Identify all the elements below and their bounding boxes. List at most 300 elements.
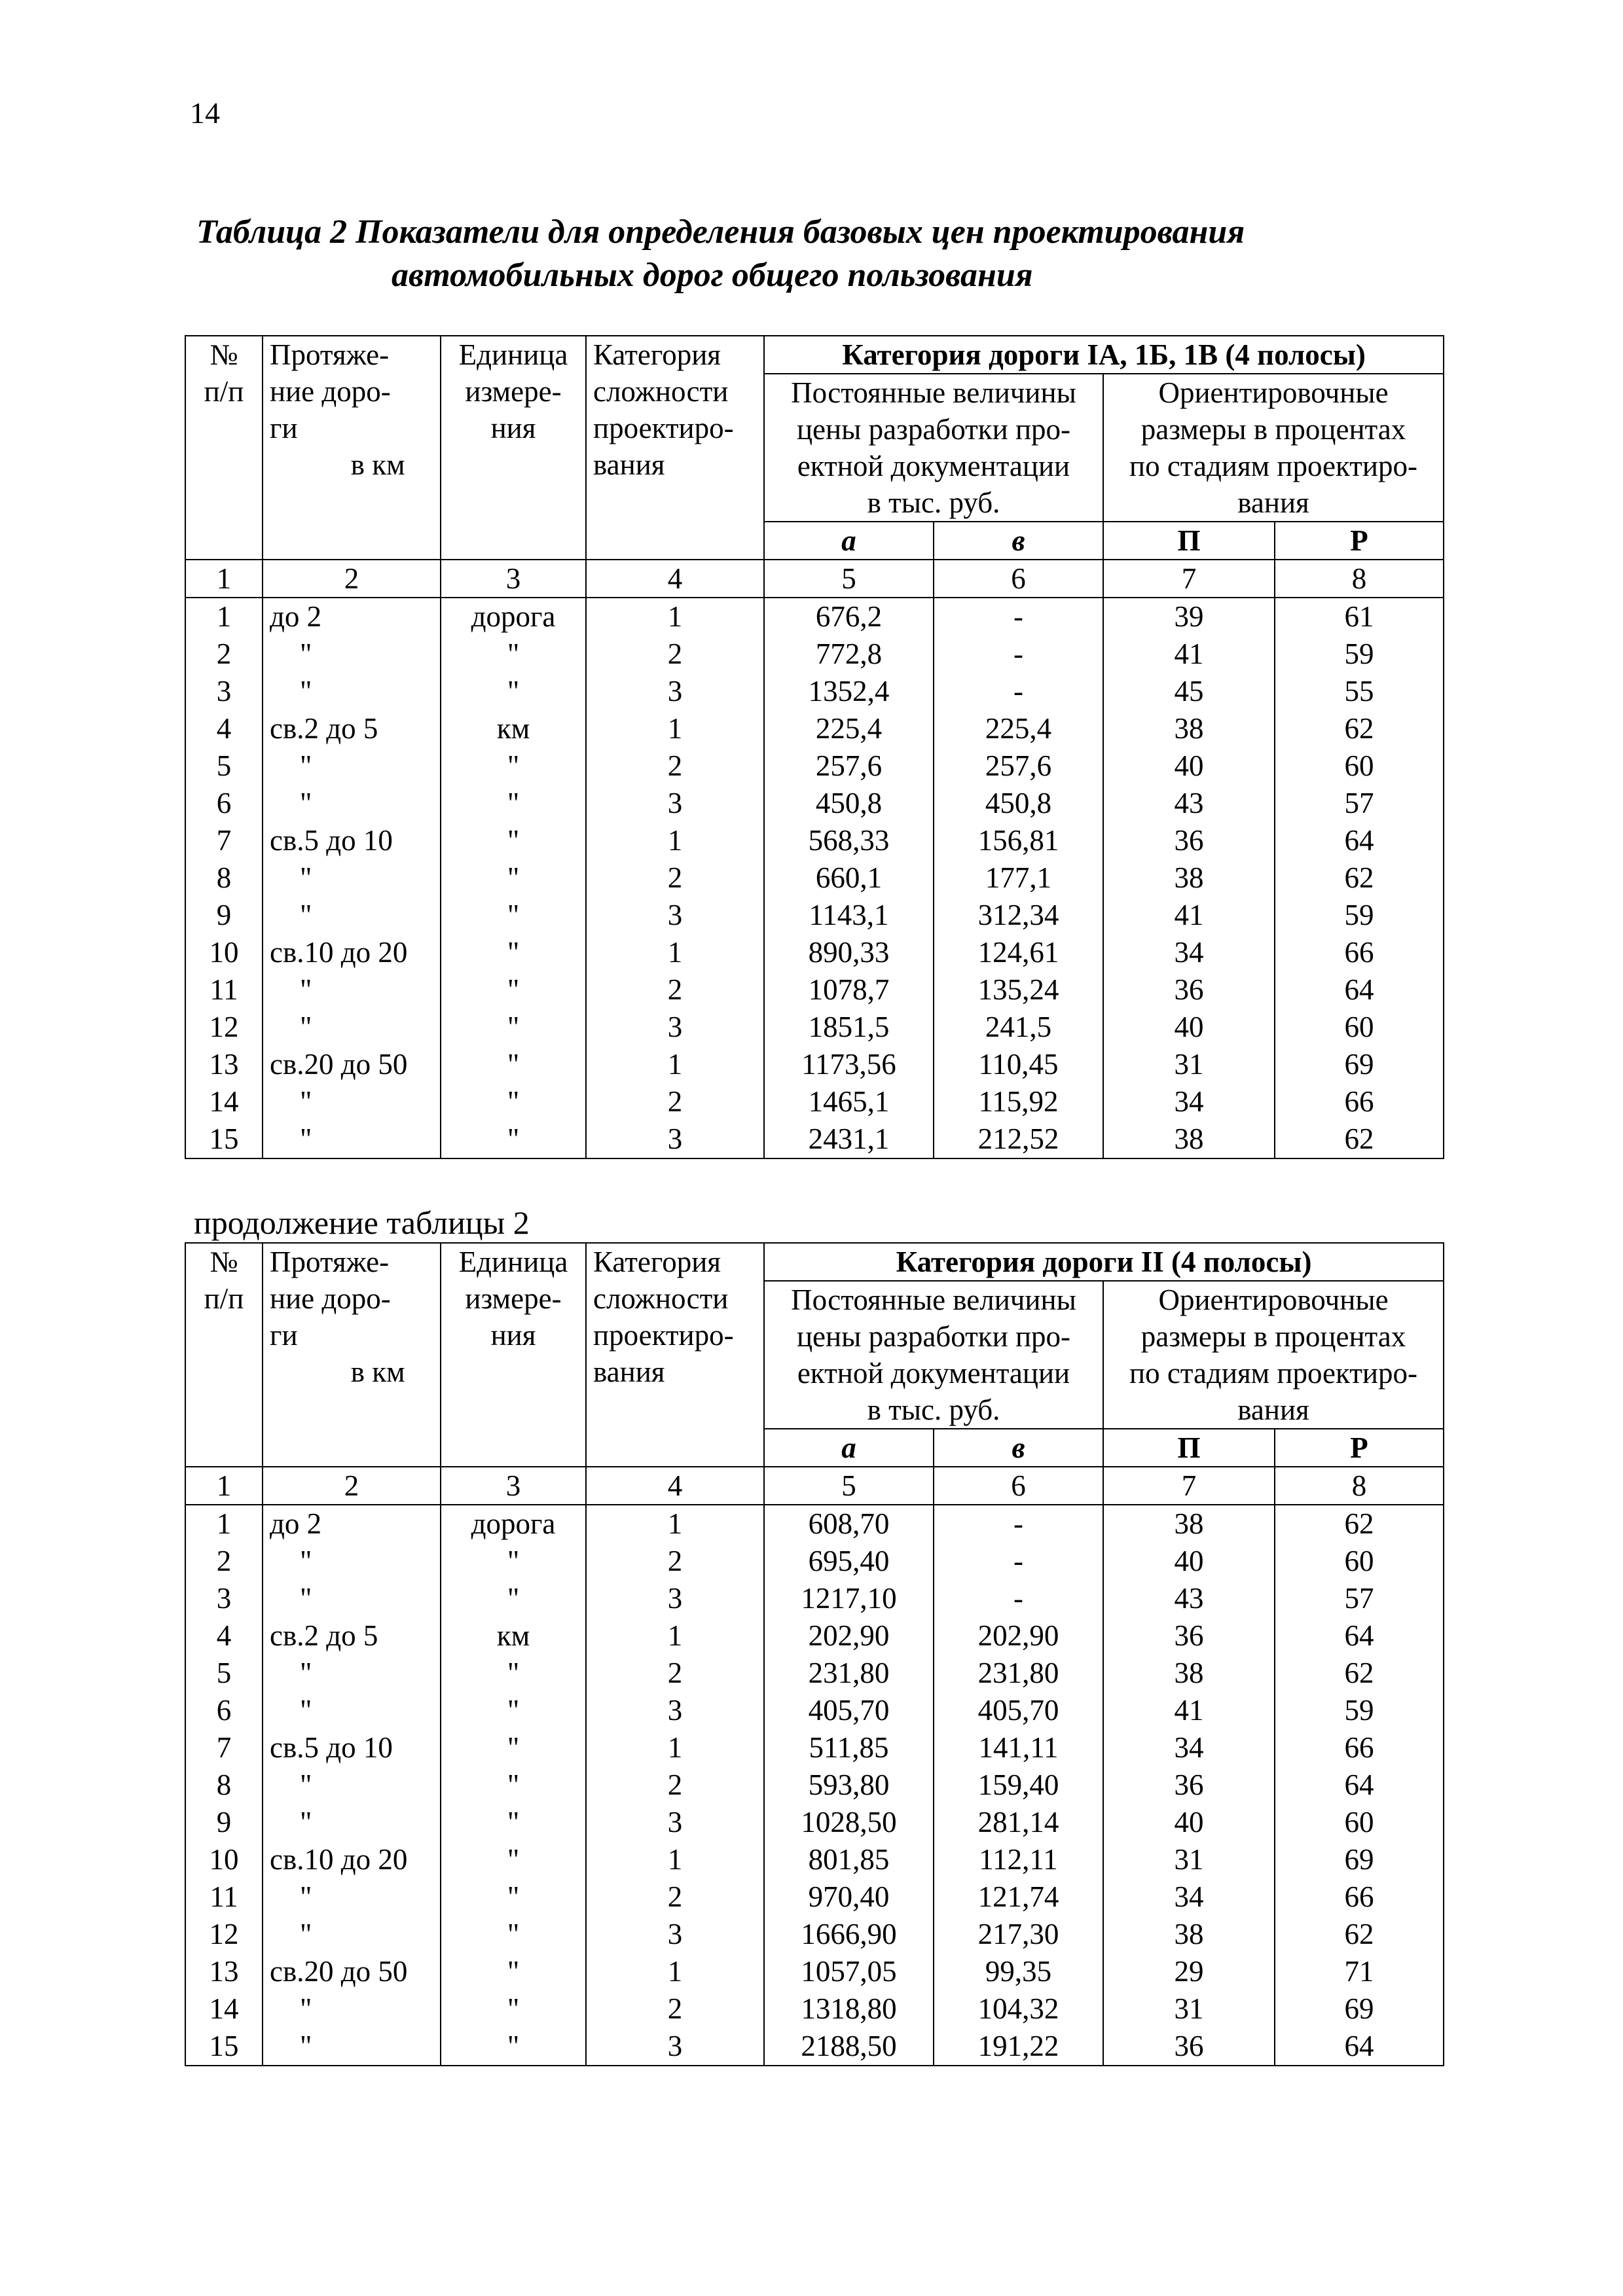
unit-cell: " (507, 1122, 520, 1155)
percent-r-cell: 62 (1344, 1657, 1374, 1689)
complexity-cell: 3 (667, 1122, 683, 1155)
table-category-1 (185, 335, 1444, 1159)
percent-r-cell: 62 (1344, 1918, 1374, 1950)
row-number-cell: 11 (210, 1880, 238, 1913)
unit-cell: " (507, 1806, 520, 1839)
percent-r-column (1275, 598, 1444, 1158)
percent-p-cell: 41 (1174, 637, 1204, 670)
complexity-cell: 1 (667, 1955, 683, 1988)
percent-r-cell: 64 (1344, 1768, 1374, 1801)
length-range-cell: " (300, 787, 312, 819)
value-a-cell: 1352,4 (808, 675, 890, 708)
percent-r-cell: 60 (1344, 749, 1374, 782)
unit-cell: " (507, 749, 520, 782)
column-number: 8 (1275, 1467, 1444, 1505)
value-v-column (934, 1505, 1103, 2066)
percent-r-cell: 60 (1344, 1011, 1374, 1043)
value-v-cell: 124,61 (977, 936, 1059, 969)
complexity-cell: 2 (667, 973, 683, 1006)
column-number-row (185, 1467, 1444, 1505)
column-number: 1 (185, 1467, 263, 1505)
unit-cell: " (507, 1880, 520, 1913)
percent-p-column (1103, 1505, 1275, 2066)
complexity-cell: 2 (667, 1545, 683, 1577)
length-range-cell: св.5 до 10 (270, 1731, 393, 1764)
unit-cell: " (507, 2030, 520, 2062)
complexity-cell: 3 (667, 1582, 683, 1615)
value-v-cell: 281,14 (977, 1806, 1059, 1839)
complexity-cell: 2 (667, 1880, 683, 1913)
row-number-cell: 1 (216, 1507, 232, 1540)
length-range-cell: " (300, 1085, 312, 1118)
table-title-line-2: автомобильных дорог общего пользования (392, 257, 1033, 294)
value-v-cell: 110,45 (978, 1048, 1059, 1081)
unit-cell: " (507, 1768, 520, 1801)
row-number-cell: 13 (209, 1955, 239, 1988)
unit-cell: " (507, 1545, 520, 1577)
percent-p-cell: 34 (1174, 1731, 1204, 1764)
subheader-p: П (1103, 1429, 1275, 1467)
row-number-cell: 13 (209, 1048, 239, 1081)
row-number-cell: 2 (216, 1545, 232, 1577)
complexity-cell: 1 (667, 712, 683, 745)
complexity-cell: 1 (667, 1843, 683, 1876)
table-row-block (185, 1505, 1444, 2066)
column-number: 3 (441, 1467, 586, 1505)
percent-p-cell: 36 (1174, 2030, 1204, 2062)
table-title-line-1: Таблица 2 Показатели для определения базовых цен проектирования (196, 213, 1245, 251)
unit-cell: " (507, 936, 520, 969)
header-length: Протяже- ние доро- ги в км (263, 336, 441, 560)
complexity-cell: 2 (667, 861, 683, 894)
percent-r-cell: 60 (1344, 1806, 1374, 1839)
percent-p-cell: 36 (1174, 1619, 1204, 1652)
table-row-block (185, 598, 1444, 1158)
complexity-cell: 1 (667, 824, 683, 857)
percent-r-cell: 69 (1344, 1048, 1374, 1081)
value-v-cell: - (1013, 600, 1023, 633)
value-a-cell: 511,85 (809, 1731, 889, 1764)
length-range-cell: " (300, 1768, 312, 1801)
value-v-cell: - (1013, 675, 1023, 708)
row-number-cell: 9 (216, 1806, 232, 1839)
length-range-cell: " (300, 1011, 312, 1043)
header-num: № п/п (185, 336, 263, 560)
value-v-cell: 312,34 (977, 899, 1059, 931)
value-v-cell: 156,81 (977, 824, 1059, 857)
row-number-cell: 7 (216, 1731, 232, 1764)
percent-r-cell: 69 (1344, 1992, 1374, 2025)
column-number: 4 (586, 1467, 764, 1505)
length-range-cell: " (300, 1880, 312, 1913)
unit-cell: " (507, 973, 520, 1006)
unit-cell: " (507, 1048, 520, 1081)
value-a-cell: 1851,5 (808, 1011, 890, 1043)
row-number-cell: 12 (209, 1918, 239, 1950)
length-range-cell: св.20 до 50 (270, 1955, 408, 1988)
complexity-cell: 1 (667, 1731, 683, 1764)
length-range-cell: " (300, 899, 312, 931)
row-number-cell: 15 (209, 2030, 239, 2062)
length-range-cell: " (300, 1992, 312, 2025)
length-range-column (263, 598, 441, 1158)
percent-r-cell: 57 (1344, 787, 1374, 819)
percent-p-cell: 43 (1174, 787, 1204, 819)
unit-cell: " (507, 1731, 520, 1764)
value-a-cell: 695,40 (808, 1545, 890, 1577)
length-range-cell: св.10 до 20 (270, 1843, 408, 1876)
percent-p-cell: 38 (1174, 1122, 1204, 1155)
value-a-cell: 1028,50 (801, 1806, 897, 1839)
unit-cell: " (507, 1843, 520, 1876)
value-v-cell: - (1013, 637, 1023, 670)
row-number-cell: 6 (216, 787, 232, 819)
value-v-cell: 241,5 (985, 1011, 1052, 1043)
column-number: 8 (1275, 560, 1444, 598)
row-number-cell: 15 (209, 1122, 239, 1155)
percent-r-cell: 64 (1344, 824, 1374, 857)
percent-p-cell: 34 (1174, 936, 1204, 969)
length-range-cell: до 2 (270, 600, 322, 633)
value-v-cell: 121,74 (977, 1880, 1059, 1913)
percent-r-cell: 61 (1344, 600, 1374, 633)
percent-r-cell: 64 (1344, 1619, 1374, 1652)
length-range-cell: до 2 (270, 1507, 322, 1540)
percent-p-cell: 45 (1174, 675, 1204, 708)
row-number-cell: 5 (216, 749, 232, 782)
header-constants: Постоянные величины цены разработки про- ектной документации в тыс. руб. (764, 1281, 1103, 1429)
length-range-cell: " (300, 1657, 312, 1689)
complexity-cell: 2 (667, 1768, 683, 1801)
length-range-cell: св.2 до 5 (270, 1619, 378, 1652)
value-v-cell: - (1013, 1545, 1023, 1577)
percent-r-cell: 55 (1344, 675, 1374, 708)
percent-p-cell: 40 (1174, 1545, 1204, 1577)
unit-cell: " (507, 1955, 520, 1988)
complexity-cell: 2 (667, 637, 683, 670)
unit-cell: " (507, 1657, 520, 1689)
table-title (196, 211, 1453, 297)
percent-p-cell: 31 (1174, 1992, 1204, 2025)
value-v-cell: 212,52 (977, 1122, 1059, 1155)
column-number: 2 (263, 560, 441, 598)
category-header: Категория дороги II (4 полосы) (764, 1243, 1444, 1281)
complexity-cell: 1 (667, 1048, 683, 1081)
column-number: 5 (764, 560, 934, 598)
length-range-cell: " (300, 1918, 312, 1950)
value-v-cell: 104,32 (977, 1992, 1059, 2025)
value-v-cell: 159,40 (977, 1768, 1059, 1801)
length-range-cell: " (300, 861, 312, 894)
subheader-p: П (1103, 522, 1275, 560)
length-range-cell: св.20 до 50 (270, 1048, 408, 1081)
value-v-cell: 225,4 (985, 712, 1052, 745)
percent-p-cell: 34 (1174, 1880, 1204, 1913)
complexity-cell: 1 (667, 1619, 683, 1652)
complexity-cell: 3 (667, 1918, 683, 1950)
percent-p-cell: 36 (1174, 1768, 1204, 1801)
complexity-cell: 2 (667, 1657, 683, 1689)
percent-p-cell: 40 (1174, 1011, 1204, 1043)
complexity-column (586, 598, 764, 1158)
column-number: 4 (586, 560, 764, 598)
value-a-cell: 676,2 (815, 600, 883, 633)
value-a-cell: 1666,90 (801, 1918, 897, 1950)
percent-p-cell: 41 (1174, 899, 1204, 931)
unit-cell: " (507, 824, 520, 857)
row-number-cell: 6 (216, 1694, 232, 1727)
row-number-cell: 3 (216, 1582, 232, 1615)
header-complexity: Категория сложности проектиро- вания (586, 336, 764, 560)
length-range-cell: св.2 до 5 (270, 712, 378, 745)
value-a-cell: 1318,80 (801, 1992, 897, 2025)
complexity-cell: 3 (667, 787, 683, 819)
percent-p-cell: 43 (1174, 1582, 1204, 1615)
percent-p-cell: 40 (1174, 749, 1204, 782)
value-a-cell: 1173,56 (801, 1048, 896, 1081)
percent-r-cell: 69 (1344, 1843, 1374, 1876)
column-number-row (185, 560, 1444, 598)
value-v-cell: 405,70 (977, 1694, 1059, 1727)
value-v-cell: - (1013, 1582, 1023, 1615)
percent-r-cell: 59 (1344, 1694, 1374, 1727)
complexity-cell: 1 (667, 936, 683, 969)
complexity-cell: 3 (667, 1806, 683, 1839)
header-unit: Единица измере- ния (441, 1243, 586, 1467)
length-range-cell: " (300, 1694, 312, 1727)
value-a-column (764, 1505, 934, 2066)
header-percents: Ориентировочные размеры в процентах по стадиям проектиро- вания (1103, 374, 1444, 522)
length-range-cell: " (300, 973, 312, 1006)
table-body (185, 1505, 1444, 2066)
percent-r-cell: 60 (1344, 1545, 1374, 1577)
value-a-cell: 405,70 (808, 1694, 890, 1727)
column-number: 6 (934, 560, 1103, 598)
percent-r-cell: 71 (1344, 1955, 1374, 1988)
value-a-cell: 1057,05 (801, 1955, 897, 1988)
length-range-cell: " (300, 1545, 312, 1577)
value-v-cell: 99,35 (985, 1955, 1052, 1988)
value-v-cell: 112,11 (979, 1843, 1058, 1876)
column-number: 5 (764, 1467, 934, 1505)
complexity-cell: 2 (667, 749, 683, 782)
page-number: 14 (190, 96, 220, 130)
table-category-2 (185, 1242, 1444, 2066)
subheader-a: а (764, 522, 934, 560)
percent-p-cell: 38 (1174, 1657, 1204, 1689)
unit-cell: дорога (471, 1507, 556, 1540)
percent-r-cell: 66 (1344, 1085, 1374, 1118)
category-header: Категория дороги IА, 1Б, 1В (4 полосы) (764, 336, 1444, 374)
complexity-cell: 3 (667, 2030, 683, 2062)
row-number-cell: 14 (209, 1085, 239, 1118)
value-a-cell: 1465,1 (808, 1085, 890, 1118)
header-percents: Ориентировочные размеры в процентах по стадиям проектиро- вания (1103, 1281, 1444, 1429)
unit-cell: км (496, 712, 530, 745)
percent-p-cell: 29 (1174, 1955, 1204, 1988)
percent-r-cell: 59 (1344, 899, 1374, 931)
value-a-cell: 225,4 (815, 712, 883, 745)
subheader-v: в (934, 522, 1103, 560)
row-number-cell: 11 (210, 973, 238, 1006)
subheader-a: а (764, 1429, 934, 1467)
unit-cell: " (507, 1992, 520, 2025)
unit-cell: " (507, 861, 520, 894)
row-number-cell: 10 (209, 936, 239, 969)
header-num: № п/п (185, 1243, 263, 1467)
percent-r-cell: 64 (1344, 973, 1374, 1006)
unit-cell: " (507, 1582, 520, 1615)
percent-p-cell: 31 (1174, 1048, 1204, 1081)
value-a-cell: 202,90 (808, 1619, 890, 1652)
percent-r-cell: 64 (1344, 2030, 1374, 2062)
value-a-cell: 660,1 (815, 861, 883, 894)
length-range-cell: св.10 до 20 (270, 936, 408, 969)
column-number: 7 (1103, 560, 1275, 598)
complexity-column (586, 1505, 764, 2066)
complexity-cell: 3 (667, 1011, 683, 1043)
percent-p-cell: 31 (1174, 1843, 1204, 1876)
percent-p-cell: 40 (1174, 1806, 1204, 1839)
value-a-cell: 593,80 (808, 1768, 890, 1801)
value-a-cell: 450,8 (815, 787, 883, 819)
percent-p-column (1103, 598, 1275, 1158)
column-number: 2 (263, 1467, 441, 1505)
percent-r-cell: 62 (1344, 861, 1374, 894)
length-range-cell: " (300, 1122, 312, 1155)
percent-p-cell: 38 (1174, 1918, 1204, 1950)
percent-r-column (1275, 1505, 1444, 2066)
row-number-cell: 7 (216, 824, 232, 857)
value-v-cell: 257,6 (985, 749, 1052, 782)
percent-p-cell: 41 (1174, 1694, 1204, 1727)
row-number-cell: 4 (216, 712, 232, 745)
header-complexity: Категория сложности проектиро- вания (586, 1243, 764, 1467)
percent-r-cell: 66 (1344, 1880, 1374, 1913)
complexity-cell: 3 (667, 1694, 683, 1727)
subheader-v: в (934, 1429, 1103, 1467)
unit-cell: " (507, 787, 520, 819)
value-v-cell: 202,90 (977, 1619, 1059, 1652)
value-a-cell: 608,70 (808, 1507, 890, 1540)
percent-p-cell: 34 (1174, 1085, 1204, 1118)
row-number-cell: 14 (209, 1992, 239, 2025)
value-a-cell: 1078,7 (808, 973, 890, 1006)
row-number-cell: 10 (209, 1843, 239, 1876)
header-length: Протяже- ние доро- ги в км (263, 1243, 441, 1467)
value-a-cell: 2431,1 (808, 1122, 890, 1155)
complexity-cell: 1 (667, 600, 683, 633)
unit-cell: км (496, 1619, 530, 1652)
table-body (185, 598, 1444, 1158)
length-range-cell: св.5 до 10 (270, 824, 393, 857)
percent-p-cell: 36 (1174, 973, 1204, 1006)
value-a-cell: 970,40 (808, 1880, 890, 1913)
percent-p-cell: 38 (1174, 712, 1204, 745)
complexity-cell: 1 (667, 1507, 683, 1540)
unit-column (441, 1505, 586, 2066)
row-number-column (185, 1505, 263, 2066)
row-number-cell: 8 (216, 1768, 232, 1801)
value-v-cell: 231,80 (977, 1657, 1059, 1689)
unit-cell: дорога (471, 600, 556, 633)
percent-p-cell: 38 (1174, 1507, 1204, 1540)
percent-p-cell: 36 (1174, 824, 1204, 857)
value-v-cell: 135,24 (977, 973, 1059, 1006)
value-a-cell: 801,85 (808, 1843, 890, 1876)
value-a-cell: 1217,10 (801, 1582, 897, 1615)
column-number: 6 (934, 1467, 1103, 1505)
row-number-cell: 12 (209, 1011, 239, 1043)
percent-r-cell: 66 (1344, 1731, 1374, 1764)
row-number-cell: 5 (216, 1657, 232, 1689)
length-range-cell: " (300, 1582, 312, 1615)
row-number-cell: 4 (216, 1619, 232, 1652)
length-range-column (263, 1505, 441, 2066)
column-number: 3 (441, 560, 586, 598)
row-number-cell: 2 (216, 637, 232, 670)
value-v-cell: 191,22 (977, 2030, 1059, 2062)
complexity-cell: 2 (667, 1992, 683, 2025)
unit-cell: " (507, 899, 520, 931)
row-number-cell: 8 (216, 861, 232, 894)
percent-r-cell: 62 (1344, 1507, 1374, 1540)
percent-r-cell: 62 (1344, 1122, 1374, 1155)
complexity-cell: 3 (667, 899, 683, 931)
length-range-cell: " (300, 2030, 312, 2062)
unit-cell: " (507, 637, 520, 670)
percent-r-cell: 62 (1344, 712, 1374, 745)
length-range-cell: " (300, 1806, 312, 1839)
unit-cell: " (507, 675, 520, 708)
value-a-cell: 231,80 (808, 1657, 890, 1689)
value-a-cell: 1143,1 (809, 899, 889, 931)
continuation-label: продолжение таблицы 2 (194, 1204, 530, 1241)
value-v-cell: 141,11 (978, 1731, 1059, 1764)
value-v-column (934, 598, 1103, 1158)
percent-r-cell: 57 (1344, 1582, 1374, 1615)
percent-r-cell: 66 (1344, 936, 1374, 969)
length-range-cell: " (300, 749, 312, 782)
row-number-cell: 9 (216, 899, 232, 931)
percent-r-cell: 59 (1344, 637, 1374, 670)
value-v-cell: 450,8 (985, 787, 1052, 819)
subheader-r: Р (1275, 1429, 1444, 1467)
unit-cell: " (507, 1918, 520, 1950)
row-number-column (185, 598, 263, 1158)
subheader-r: Р (1275, 522, 1444, 560)
value-a-cell: 568,33 (808, 824, 890, 857)
value-v-cell: 115,92 (978, 1085, 1059, 1118)
unit-column (441, 598, 586, 1158)
header-unit: Единица измере- ния (441, 336, 586, 560)
row-number-cell: 1 (216, 600, 232, 633)
length-range-cell: " (300, 675, 312, 708)
header-constants: Постоянные величины цены разработки про- ектной документации в тыс. руб. (764, 374, 1103, 522)
value-a-cell: 2188,50 (801, 2030, 897, 2062)
unit-cell: " (507, 1085, 520, 1118)
row-number-cell: 3 (216, 675, 232, 708)
percent-p-cell: 38 (1174, 861, 1204, 894)
value-a-cell: 890,33 (808, 936, 890, 969)
unit-cell: " (507, 1694, 520, 1727)
value-a-cell: 772,8 (815, 637, 883, 670)
value-v-cell: 217,30 (977, 1918, 1059, 1950)
value-v-cell: 177,1 (985, 861, 1052, 894)
complexity-cell: 3 (667, 675, 683, 708)
length-range-cell: " (300, 637, 312, 670)
value-v-cell: - (1013, 1507, 1023, 1540)
